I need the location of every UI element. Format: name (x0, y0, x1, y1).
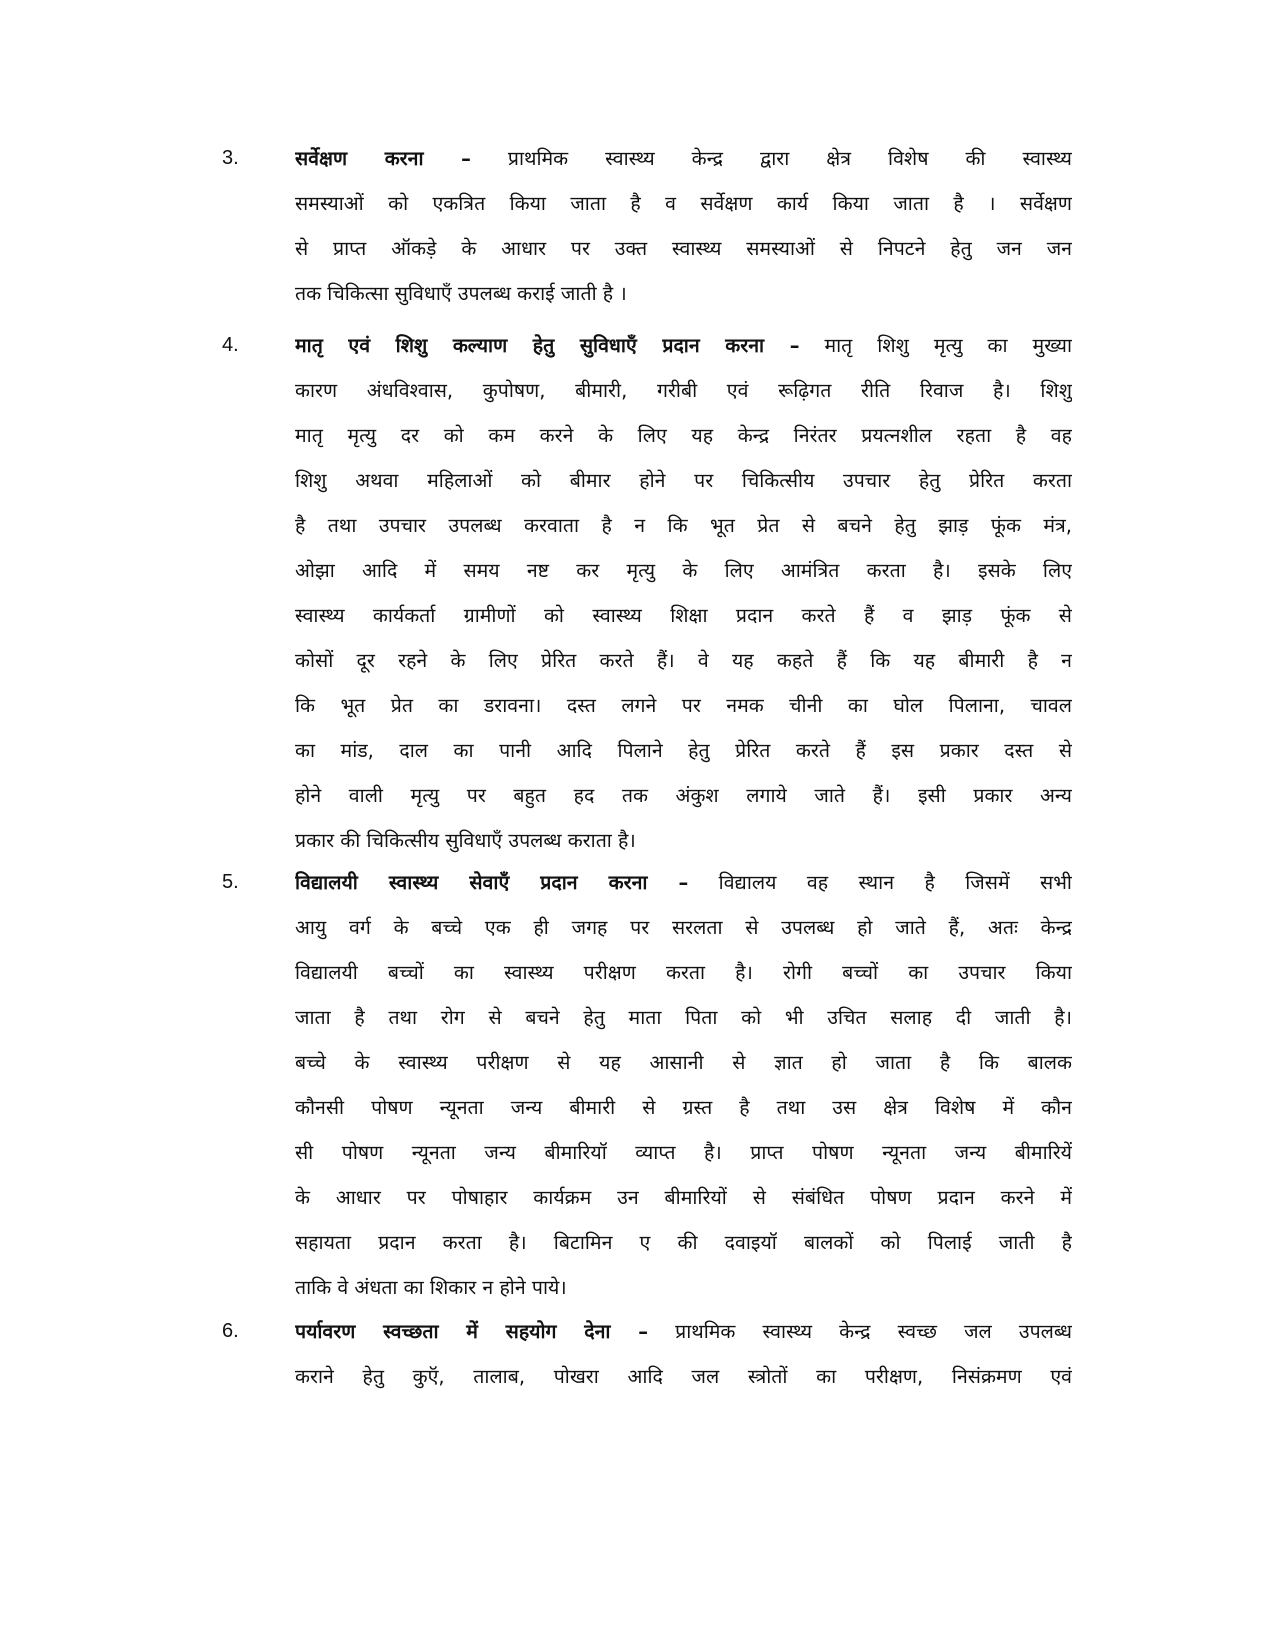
item-line (295, 323, 1072, 368)
item-number: 6. (222, 1320, 239, 1342)
item-line: समस्याओं को एकत्रित किया जाता है व सर्वेक्षण कार्य किया जाता है । सर्वेक्षण (295, 192, 1072, 215)
item-line (295, 860, 1072, 905)
item-line (295, 1309, 1072, 1354)
item-line: है तथा उपचार उपलब्ध करवाता है न कि भूत प्रेत से बचने हेतु झाड़ फूंक मंत्र, (295, 514, 1072, 537)
item-body (295, 323, 1072, 863)
item-line: कि भूत प्रेत का डरावना। दस्त लगने पर नमक चीनी का घोल पिलाना, चावल (295, 694, 1072, 717)
item-line: कोसों दूर रहने के लिए प्रेरित करते हैं। वे यह कहते हैं कि यह बीमारी है न (295, 649, 1072, 672)
item-line: सी पोषण न्यूनता जन्य बीमारियॉ व्याप्त है। प्राप्त पोषण न्यूनता जन्य बीमारियें (295, 1141, 1072, 1164)
item-line (295, 136, 1072, 181)
item-number: 3. (222, 147, 239, 169)
item-heading: पर्यावरण स्वच्छता में सहयोग देना – (295, 1320, 648, 1343)
item-line: कराने हेतु कुऍ, तालाब, पोखरा आदि जल स्त्रोतों का परीक्षण, निसंक्रमण एवं (295, 1365, 1072, 1388)
item-body (295, 860, 1072, 1310)
item-line-text: मातृ शिशु मृत्यु का मुख्या (824, 334, 1072, 357)
item-heading: मातृ एवं शिशु कल्याण हेतु सुविधाएँ प्रदान करना – (295, 334, 800, 357)
item-line: होने वाली मृत्यु पर बहुत हद तक अंकुश लगाये जाते हैं। इसी प्रकार अन्य (295, 784, 1072, 807)
item-line: आयु वर्ग के बच्चे एक ही जगह पर सरलता से उपलब्ध हो जाते हैं, अतः केन्द्र (295, 916, 1072, 939)
item-line: ओझा आदि में समय नष्ट कर मृत्यु के लिए आमंत्रित करता है। इसके लिए (295, 559, 1072, 582)
item-body (295, 136, 1072, 316)
item-line: विद्यालयी बच्चों का स्वास्थ्य परीक्षण करता है। रोगी बच्चों का उपचार किया (295, 961, 1072, 984)
item-body (295, 1309, 1072, 1399)
item-line: के आधार पर पोषाहार कार्यक्रम उन बीमारियों से संबंधित पोषण प्रदान करने में (295, 1186, 1072, 1209)
item-line: बच्चे के स्वास्थ्य परीक्षण से यह आसानी से ज्ञात हो जाता है कि बालक (295, 1051, 1072, 1074)
item-line: सहायता प्रदान करता है। बिटामिन ए की दवाइयॉ बालकों को पिलाई जाती है (295, 1231, 1072, 1254)
item-line-text: विद्यालय वह स्थान है जिसमें सभी (718, 871, 1072, 894)
item-line-text: प्राथमिक स्वास्थ्य केन्द्र द्वारा क्षेत्र विशेष की स्वास्थ्य (507, 147, 1072, 170)
item-line: से प्राप्त ऑकड़े के आधार पर उक्त स्वास्थ्य समस्याओं से निपटने हेतु जन जन (295, 237, 1072, 260)
item-heading: सर्वेक्षण करना – (295, 147, 471, 170)
item-line-text: प्राथमिक स्वास्थ्य केन्द्र स्वच्छ जल उपलब्ध (675, 1320, 1072, 1343)
item-line: कारण अंधविश्वास, कुपोषण, बीमारी, गरीबी एवं रूढ़िगत रीति रिवाज है। शिशु (295, 379, 1072, 402)
item-line: प्रकार की चिकित्सीय सुविधाएँ उपलब्ध कराता है। (295, 829, 636, 852)
item-line: जाता है तथा रोग से बचने हेतु माता पिता को भी उचित सलाह दी जाती है। (295, 1006, 1072, 1029)
item-line: ताकि वे अंधता का शिकार न होने पाये। (295, 1276, 567, 1299)
item-number: 5. (222, 871, 239, 893)
item-line: कौनसी पोषण न्यूनता जन्य बीमारी से ग्रस्त है तथा उस क्षेत्र विशेष में कौन (295, 1096, 1072, 1119)
item-line: शिशु अथवा महिलाओं को बीमार होने पर चिकित्सीय उपचार हेतु प्रेरित करता (295, 469, 1072, 492)
item-number: 4. (222, 334, 239, 356)
item-heading: विद्यालयी स्वास्थ्य सेवाएँ प्रदान करना – (295, 871, 689, 894)
item-line: तक चिकित्सा सुविधाएँ उपलब्ध कराई जाती है । (295, 282, 627, 305)
item-line: स्वास्थ्य कार्यकर्ता ग्रामीणों को स्वास्थ्य शिक्षा प्रदान करते हैं व झाड़ फूंक से (295, 604, 1072, 627)
item-line: का मांड, दाल का पानी आदि पिलाने हेतु प्रेरित करते हैं इस प्रकार दस्त से (295, 739, 1072, 762)
item-line: मातृ मृत्यु दर को कम करने के लिए यह केन्द्र निरंतर प्रयत्नशील रहता है वह (295, 424, 1072, 447)
